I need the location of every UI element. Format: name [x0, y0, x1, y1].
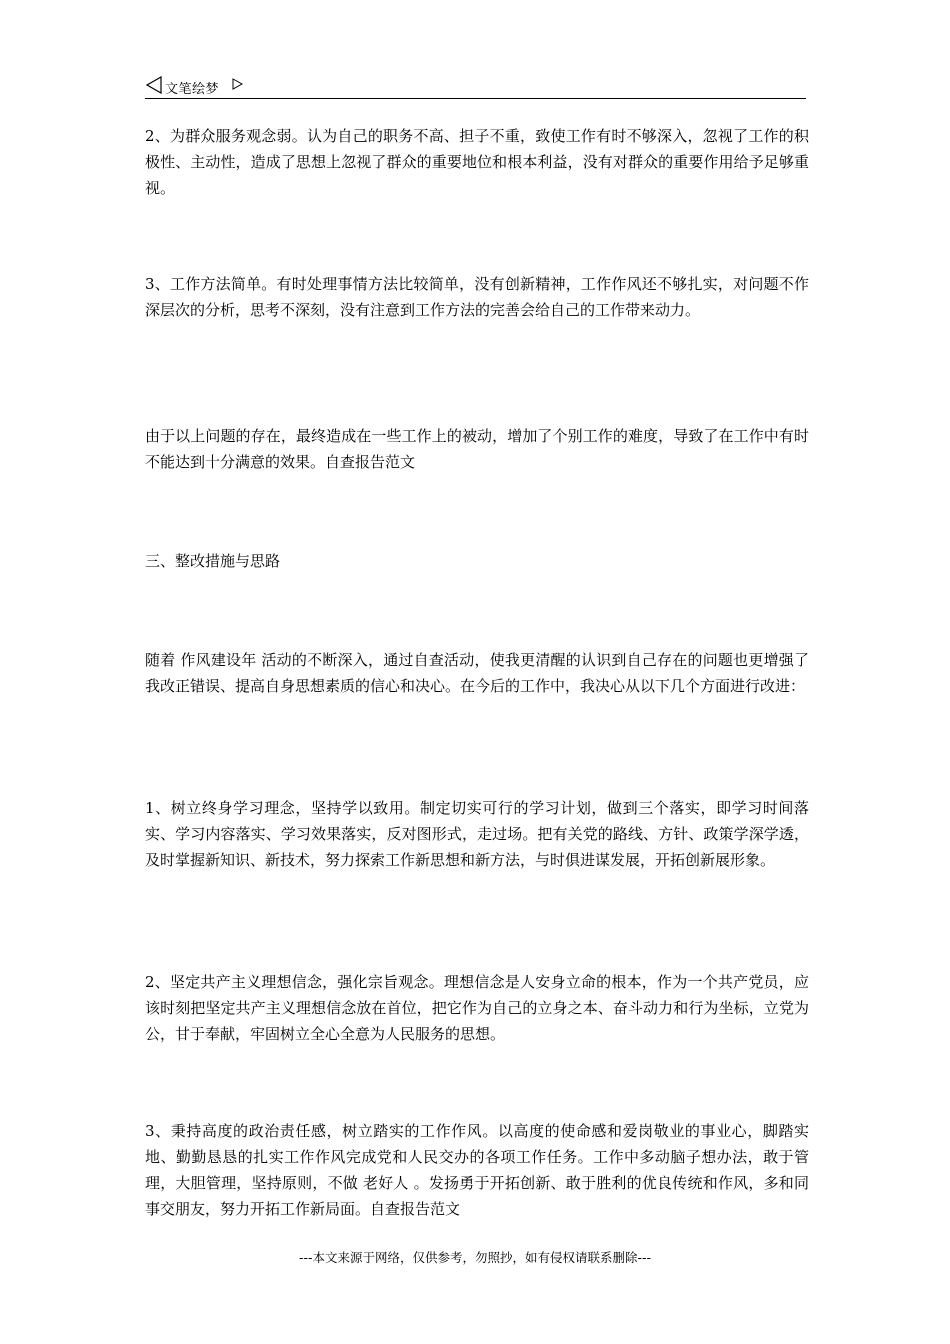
paragraph: 随着 作风建设年 活动的不断深入，通过自查活动，使我更清醒的认识到自己存在的问题也更增强了我改正错误、提高自身思想素质的信心和决心。在今后的工作中，我决心从以下几个方面进行改进： [145, 651, 809, 695]
triangle-left-icon [145, 76, 163, 94]
paragraph: 由于以上问题的存在，最终造成在一些工作上的被动，增加了个别工作的难度，导致了在工作中有时不能达到十分满意的效果。自查报告范文 [145, 427, 809, 471]
paragraph: 1、树立终身学习理念，坚持学以致用。制定切实可行的学习计划，做到三个落实，即学习时间落实、学习内容落实、学习效果落实，反对图形式，走过场。把有关党的路线、方针、政策学深学透，及时掌握新知识、新技术，努力探索工作新思想和新方法，与时俱进谋发展，开拓创新展形象。 [145, 799, 809, 869]
section-heading: 三、整改措施与思路 [145, 552, 281, 570]
page-footer: ---本文来源于网络，仅供参考，勿照抄，如有侵权请联系删除--- [298, 1250, 652, 1265]
paragraph: 2、为群众服务观念弱。认为自己的职务不高、担子不重，致使工作有时不够深入，忽视了工作的积极性、主动性，造成了思想上忽视了群众的重要地位和根本利益，没有对群众的重要作用给予足够重视。 [145, 127, 809, 197]
paragraph: 2、坚定共产主义理想信念，强化宗旨观念。理想信念是人安身立命的根本，作为一个共产党员，应该时刻把坚定共产主义理想信念放在首位，把它作为自己的立身之本、奋斗动力和行为坐标，立党为公，甘于奉献，牢固树立全心全意为人民服务的思想。 [145, 973, 809, 1043]
paragraph: 3、秉持高度的政治责任感，树立踏实的工作作风。以高度的使命感和爱岗敬业的事业心，脚踏实地、勤勤恳恳的扎实工作作风完成党和人民交办的各项工作任务。工作中多动脑子想办法，敢于管理，大胆管理，坚持原则，不做 老好人 。发扬勇于开拓创新、敢于胜利的优良传统和作风，多和同事交朋友，努力开拓工作新局面。自查报告范文 [145, 1122, 809, 1218]
page-header [145, 74, 806, 99]
header-brand: 文笔绘梦 [165, 82, 220, 97]
triangle-right-icon [231, 78, 243, 90]
paragraph: 3、工作方法简单。有时处理事情方法比较简单，没有创新精神，工作作风还不够扎实，对问题不作深层次的分析，思考不深刻，没有注意到工作方法的完善会给自己的工作带来动力。 [145, 275, 809, 319]
